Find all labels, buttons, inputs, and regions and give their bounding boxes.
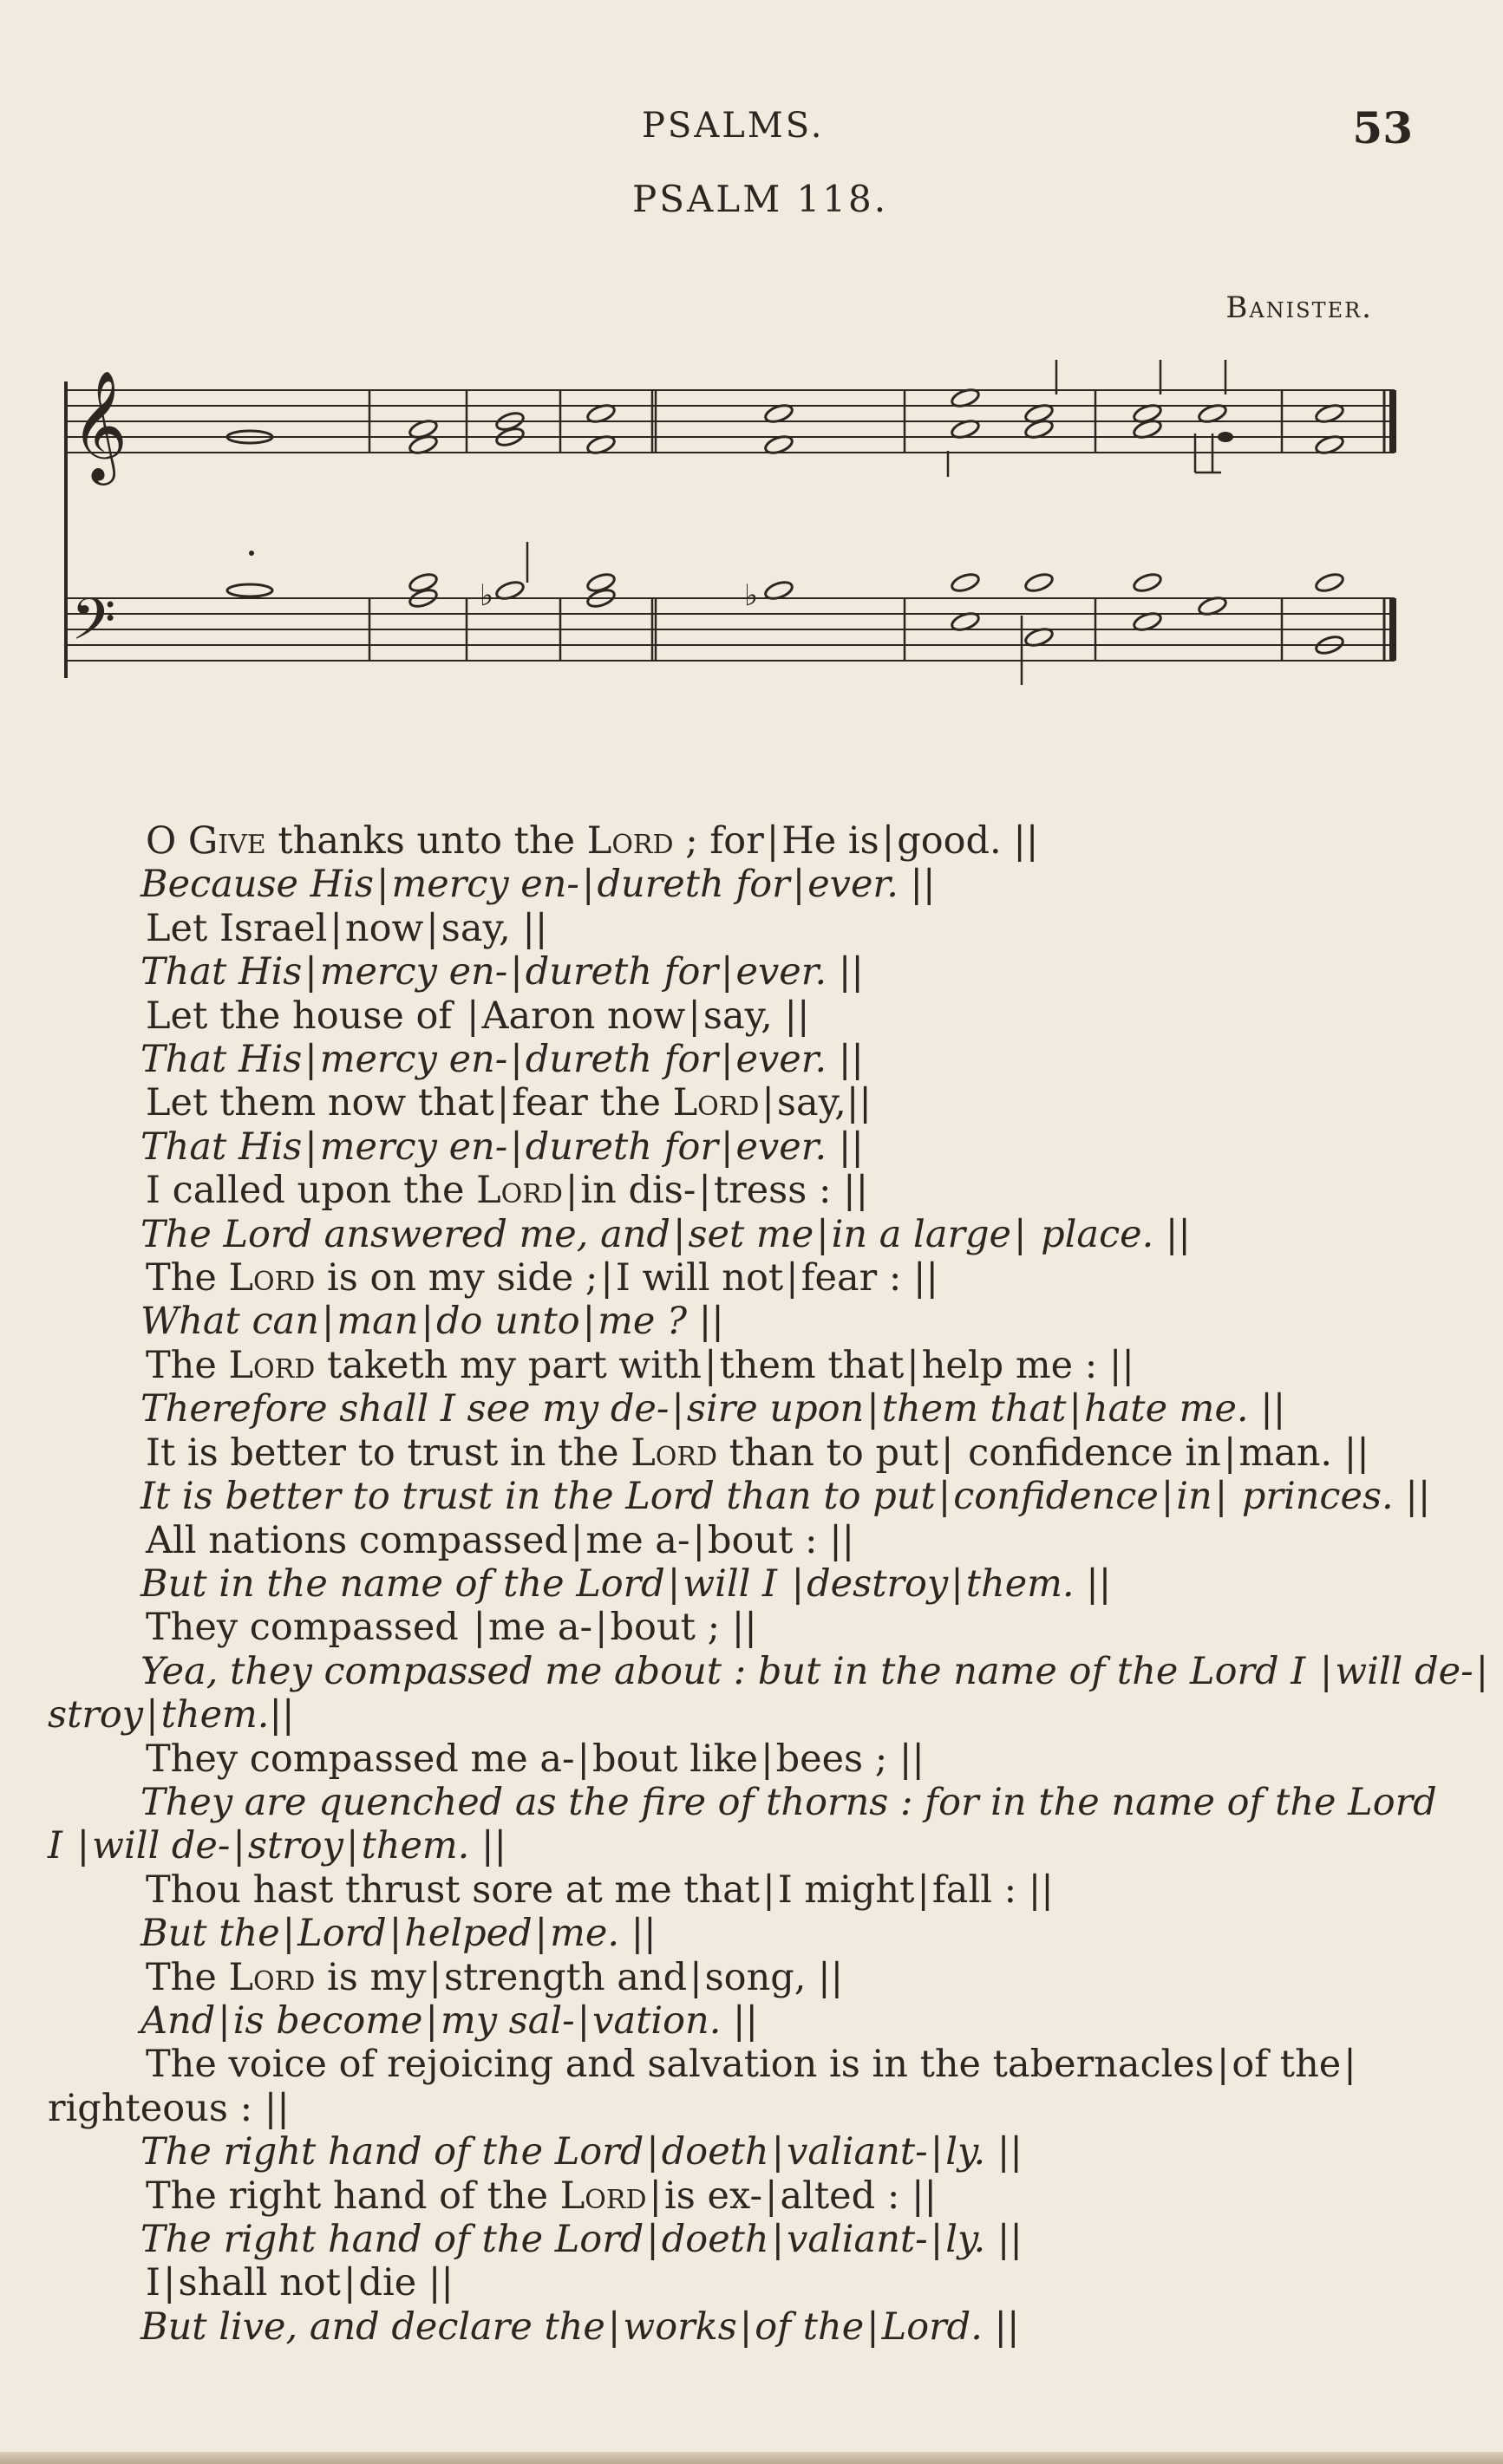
verse-text: The right hand of the Lord [140, 2218, 644, 2261]
pointing-bar: | [582, 1300, 596, 1344]
pointing-bar: | [762, 1868, 775, 1912]
verse-text: The [146, 1256, 229, 1300]
verse-text: Thou hast thrust sore at me that [146, 1868, 761, 1912]
verse-line [48, 1519, 1401, 1562]
verse-text: princes. [1230, 1475, 1394, 1519]
verse-text: dureth for [597, 863, 790, 907]
pointing-bar: | [930, 2218, 944, 2261]
verse-text: || [1016, 1868, 1054, 1912]
verse-text: confidence [953, 1475, 1159, 1519]
verse-text: || [982, 2304, 1020, 2349]
verse-text: All nations compassed [146, 1518, 568, 1562]
pointing-bar: | [786, 1256, 799, 1300]
verse-text: fear : [801, 1256, 902, 1300]
verse-text: dureth for [525, 1124, 719, 1169]
verse-line [48, 1475, 1431, 1519]
verse-text: ever. [807, 863, 899, 907]
verse-text: now [344, 906, 424, 950]
verse-line [48, 1824, 1401, 1868]
pointing-bar: | [688, 994, 701, 1038]
pointing-bar: | [466, 994, 480, 1038]
small-caps-word: Lord [476, 1169, 563, 1213]
pointing-bar: | [607, 2304, 621, 2349]
pointing-bar: | [721, 950, 734, 994]
svg-text:♭: ♭ [480, 578, 494, 613]
verse-line [48, 1562, 1401, 1606]
svg-text:𝄢: 𝄢 [71, 586, 116, 667]
pointing-bar: | [330, 906, 343, 950]
verse-text: || [827, 950, 864, 994]
verse-text: The voice of rejoicing and salvation is in the tabernacles [146, 2043, 1214, 2087]
verse-text: say, [776, 1081, 846, 1125]
page-bottom-edge [0, 2452, 1503, 2464]
verse-line [48, 1649, 1489, 1693]
pointing-bar: | [698, 1169, 711, 1213]
pointing-bar: | [816, 1212, 829, 1256]
verse-line [48, 819, 1401, 863]
pointing-bar: | [703, 1343, 717, 1387]
verse-text: die [358, 2261, 417, 2305]
pointing-bar: | [1068, 1387, 1082, 1431]
verse-text: help me : [921, 1343, 1098, 1387]
verse-text: ever. [735, 950, 827, 994]
page-number: 53 [1352, 102, 1413, 153]
small-caps-word: Lord [586, 819, 674, 863]
running-head [0, 102, 1503, 154]
verse-text: do unto [436, 1300, 580, 1344]
verse-text: in [1176, 1475, 1212, 1519]
pointing-bar: | [534, 1912, 548, 1956]
verse-text: That His [140, 1124, 303, 1169]
verse-line [48, 2305, 1401, 2349]
verse-text: me. [550, 1912, 619, 1956]
verse-text: || [831, 1169, 869, 1213]
verse-text: It is better to trust in the [146, 1431, 631, 1475]
pointing-bar: | [600, 1256, 613, 1300]
verse-text: set me [688, 1212, 814, 1256]
verse-text: my sal- [440, 1998, 575, 2043]
verse-text: || [1332, 1431, 1369, 1475]
pointing-bar: | [510, 950, 523, 994]
verse-text: destroy [807, 1561, 949, 1606]
verse-line [48, 2087, 1401, 2130]
pointing-bar: | [496, 1081, 510, 1125]
pointing-bar: | [426, 906, 439, 950]
pointing-bar: | [1013, 1212, 1027, 1256]
pointing-bar: | [765, 2174, 778, 2218]
verse-text: Because His [140, 863, 374, 907]
verse-text: is become [232, 1998, 423, 2043]
pointing-bar: | [951, 1561, 964, 1606]
verse-text: bout like [592, 1737, 759, 1781]
verse-text: bout : [707, 1518, 818, 1562]
psalm-title: PSALM 118. [631, 178, 889, 220]
verse-line [48, 1125, 1401, 1169]
verse-text: fear the [512, 1081, 673, 1125]
verse-text: || [887, 1737, 925, 1781]
verse-text: The right hand of the [146, 2174, 560, 2218]
verse-line [48, 1300, 1401, 1343]
pointing-bar: | [667, 1561, 681, 1606]
verse-line [48, 1737, 1401, 1781]
verse-line [48, 1606, 1401, 1649]
running-title: PSALMS. [642, 106, 825, 146]
verse-text: || [619, 1912, 657, 1956]
verse-text: || [721, 1998, 759, 2043]
pointing-bar: | [163, 2261, 176, 2305]
verse-text: || [985, 2218, 1023, 2261]
verse-text: O [146, 819, 188, 863]
verse-line [48, 1038, 1401, 1081]
verse-line [48, 1431, 1401, 1475]
verse-text: || [469, 1824, 507, 1868]
verse-text: of the [755, 2304, 865, 2349]
verse-text: || [1153, 1212, 1191, 1256]
verse-text: valiant- [787, 2218, 928, 2261]
verse-text: Let them now that [146, 1081, 494, 1125]
verse-text: Therefore shall I see my de- [140, 1387, 670, 1431]
pointing-bar: | [771, 2130, 785, 2174]
pointing-bar: | [304, 950, 317, 994]
verse-text: confidence in [956, 1431, 1221, 1475]
chant-text [48, 819, 1489, 2349]
verse-text: ever. [735, 1038, 827, 1082]
verse-text: strength and [444, 1955, 688, 1999]
pointing-bar: | [565, 1169, 578, 1213]
verse-text: mercy en- [319, 1038, 508, 1082]
pointing-bar: | [282, 1912, 296, 1956]
pointing-bar: | [1160, 1475, 1174, 1519]
verse-text: say, [702, 994, 773, 1038]
verse-text: Lord. [881, 2304, 983, 2349]
verse-text: || [1074, 1561, 1112, 1606]
verse-text: is ex- [664, 2174, 763, 2218]
verse-line [48, 1256, 1401, 1300]
pointing-bar: | [930, 2130, 944, 2174]
pointing-bar: | [421, 1300, 434, 1344]
verse-text: say, [441, 906, 511, 950]
pointing-bar: | [1223, 1431, 1237, 1475]
verse-text: I called upon the [146, 1169, 477, 1213]
verse-text: I will not [615, 1256, 784, 1300]
verse-text: || [1393, 1475, 1431, 1519]
pointing-bar: | [570, 1518, 584, 1562]
verse-text: || [772, 994, 810, 1038]
verse-text: stroy [247, 1824, 343, 1868]
pointing-bar: | [649, 2174, 663, 2218]
verse-line [48, 1387, 1401, 1431]
verse-text: bout ; [610, 1606, 721, 1650]
pointing-bar: | [321, 1300, 335, 1344]
verse-text: thanks unto the [265, 819, 587, 863]
verse-text: doeth [661, 2218, 769, 2261]
verse-text: them that [719, 1343, 905, 1387]
verse-line [48, 1780, 1437, 1824]
pointing-bar: | [1216, 2043, 1230, 2087]
verse-text: Let the house of [146, 994, 464, 1038]
verse-text: tress : [713, 1169, 832, 1213]
pointing-bar: | [739, 2304, 753, 2349]
pointing-bar: | [577, 1998, 591, 2043]
pointing-bar: | [646, 2130, 659, 2174]
verse-text: works [623, 2304, 737, 2349]
pointing-bar: | [866, 1387, 879, 1431]
small-caps-word: Lord [228, 1955, 316, 1999]
pointing-bar: | [881, 819, 895, 863]
verse-line [48, 1693, 1401, 1737]
small-caps-word: Lord [631, 1431, 718, 1475]
verse-text: That His [140, 950, 303, 994]
verse-text: vation. [592, 1998, 722, 2043]
verse-text: They compassed me a- [146, 1737, 575, 1781]
verse-text: || [985, 2130, 1023, 2174]
pointing-bar: | [721, 1038, 734, 1082]
pointing-bar: | [917, 1868, 930, 1912]
verse-text: I [146, 2261, 160, 2305]
verse-text: ly. [945, 2218, 986, 2261]
verse-line [48, 2174, 1401, 2218]
pointing-bar: | [761, 1081, 774, 1125]
verse-line [48, 907, 1401, 950]
verse-text: || [846, 1081, 872, 1125]
pointing-bar: | [761, 1737, 774, 1781]
pointing-bar: | [345, 1824, 359, 1868]
pointing-bar: | [1319, 1649, 1333, 1693]
verse-text: will de- [92, 1824, 231, 1868]
verse-line [48, 1999, 1401, 2043]
pointing-bar: | [689, 1955, 702, 1999]
verse-line [48, 863, 1401, 906]
pointing-bar: | [866, 2304, 879, 2349]
verse-text: The [146, 1955, 229, 1999]
pointing-bar: | [425, 1998, 438, 2043]
verse-text: them. [361, 1824, 470, 1868]
verse-text: Aaron now [481, 994, 686, 1038]
svg-text:♭: ♭ [744, 578, 759, 613]
verse-text: || [827, 1124, 864, 1169]
pointing-bar: | [577, 1737, 591, 1781]
verse-text: They are quenched as the fire of thorns : for in the name of the Lord [140, 1780, 1437, 1824]
verse-text: || [901, 1256, 939, 1300]
verse-text: The Lord answered me, and [140, 1212, 670, 1256]
verse-text: The right hand of the Lord [140, 2130, 644, 2174]
verse-text: mercy en- [319, 950, 508, 994]
pointing-bar: | [376, 863, 389, 907]
verse-line [48, 1956, 1401, 1999]
verse-text: man. [1238, 1431, 1333, 1475]
verse-text: || [252, 2086, 290, 2130]
verse-text: mercy en- [391, 863, 579, 907]
verse-line [48, 1868, 1401, 1912]
verse-text: sire upon [686, 1387, 865, 1431]
pointing-bar: | [218, 1998, 231, 2043]
verse-text: them. [965, 1561, 1075, 1606]
pointing-bar: | [791, 1561, 805, 1606]
pointing-bar: | [76, 1824, 90, 1868]
verse-text: || [898, 863, 936, 907]
verse-line [48, 950, 1401, 994]
verse-text: me a- [487, 1606, 593, 1650]
verse-text: is my [315, 1955, 427, 1999]
verse-text: What can [140, 1300, 319, 1344]
pointing-bar: | [672, 1212, 686, 1256]
verse-text: man [337, 1300, 419, 1344]
verse-text: || [1001, 819, 1039, 863]
pointing-bar: | [692, 1518, 705, 1562]
pointing-bar: | [343, 2261, 356, 2305]
verse-text: ; for [673, 819, 764, 863]
verse-line [48, 1081, 1401, 1124]
verse-text: stroy [48, 1693, 144, 1737]
verse-text: dureth for [525, 950, 719, 994]
pointing-bar: | [146, 1693, 159, 1737]
verse-text: alted : [780, 2174, 900, 2218]
small-caps-word: Lord [228, 1256, 316, 1300]
verse-line [48, 2130, 1401, 2174]
pointing-bar: | [473, 1606, 486, 1650]
verse-text: will de- [1335, 1649, 1474, 1693]
verse-text: || [720, 1606, 757, 1650]
verse-text: of the [1232, 2043, 1342, 2087]
verse-text: me a- [585, 1518, 690, 1562]
verse-text: righteous : [48, 2086, 253, 2130]
verse-text: || [817, 1518, 855, 1562]
verse-text: will I [683, 1561, 789, 1606]
verse-line [48, 1213, 1401, 1256]
verse-text: || [510, 906, 548, 950]
verse-text: me ? [598, 1300, 688, 1344]
verse-text: The [146, 1343, 229, 1387]
verse-text: But live, and declare the [140, 2304, 605, 2349]
pointing-bar: | [906, 1343, 919, 1387]
verse-line [48, 2218, 1401, 2261]
verse-text: || [899, 2174, 937, 2218]
verse-text: || [1248, 1387, 1286, 1431]
verse-text: I might [777, 1868, 915, 1912]
verse-text: ly. [945, 2130, 986, 2174]
verse-text: shall not [178, 2261, 341, 2305]
verse-text: bees ; [775, 1737, 888, 1781]
verse-text: It is better to trust in the Lord than to put [140, 1475, 936, 1519]
pointing-bar: | [766, 819, 780, 863]
verse-line [48, 1344, 1401, 1387]
music-notation [59, 355, 1429, 685]
verse-text: || [416, 2261, 454, 2305]
verse-text: || [687, 1300, 724, 1344]
pointing-bar: | [938, 1475, 951, 1519]
verse-text: place. [1029, 1212, 1154, 1256]
verse-text: They compassed [146, 1606, 471, 1650]
verse-text: helped [404, 1912, 533, 1956]
pointing-bar: | [1343, 2043, 1356, 2087]
verse-text: He is [781, 819, 879, 863]
verse-text: || [827, 1038, 864, 1082]
pointing-bar: | [721, 1124, 734, 1169]
verse-text: doeth [661, 2130, 769, 2174]
pointing-bar: | [941, 1431, 954, 1475]
verse-text: || [1097, 1343, 1134, 1387]
verse-line [48, 994, 1401, 1038]
verse-text: Lord [297, 1912, 387, 1956]
verse-text: good. [897, 819, 1002, 863]
pointing-bar: | [771, 2218, 785, 2261]
verse-text: I [48, 1824, 75, 1868]
verse-text: || [806, 1955, 844, 1999]
verse-text: Let Israel [146, 906, 328, 950]
pointing-bar: | [1214, 1475, 1228, 1519]
pointing-bar: | [671, 1387, 684, 1431]
pointing-bar: | [304, 1124, 317, 1169]
verse-line [48, 1912, 1401, 1955]
verse-text: than to put [717, 1431, 938, 1475]
verse-text: But in the name of the Lord [140, 1561, 665, 1606]
verse-text: in a large [831, 1212, 1011, 1256]
chant-score [59, 355, 1429, 685]
verse-text: hate me. [1083, 1387, 1249, 1431]
verse-line [48, 2043, 1401, 2086]
verse-text: And [140, 1998, 216, 2043]
verse-line [48, 1169, 1401, 1212]
verse-text: dureth for [525, 1038, 719, 1082]
verse-text: song, [704, 1955, 807, 1999]
small-caps-word: Lord [228, 1343, 316, 1387]
svg-text:𝄞: 𝄞 [71, 369, 128, 480]
pointing-bar: | [389, 1912, 402, 1956]
verse-text: taketh my part with [315, 1343, 702, 1387]
pointing-bar: | [581, 863, 595, 907]
verse-line [48, 2261, 1401, 2304]
pointing-bar: | [304, 1038, 317, 1082]
verse-text: But the [140, 1912, 280, 1956]
verse-text: them that [881, 1387, 1067, 1431]
small-caps-word: Give [187, 819, 266, 863]
pointing-bar: | [428, 1955, 442, 1999]
verse-text: ever. [735, 1124, 827, 1169]
verse-text: fall : [931, 1868, 1017, 1912]
pointing-bar: | [510, 1124, 523, 1169]
small-caps-word: Lord [559, 2174, 647, 2218]
verse-text: is on my side ; [315, 1256, 598, 1300]
pointing-bar: | [1475, 1649, 1489, 1693]
small-caps-word: Lord [672, 1081, 760, 1125]
verse-text: mercy en- [319, 1124, 508, 1169]
verse-text: them. [160, 1693, 270, 1737]
composer-name: Banister. [1225, 290, 1373, 325]
verse-text: in dis- [580, 1169, 696, 1213]
pointing-bar: | [510, 1038, 523, 1082]
pointing-bar: | [595, 1606, 608, 1650]
verse-text: That His [140, 1038, 303, 1082]
verse-text: valiant- [787, 2130, 928, 2174]
verse-text: || [269, 1693, 295, 1737]
pointing-bar: | [792, 863, 806, 907]
pointing-bar: | [646, 2218, 659, 2261]
pointing-bar: | [232, 1824, 245, 1868]
verse-text: Yea, they compassed me about : but in the name of the Lord I [140, 1649, 1317, 1693]
